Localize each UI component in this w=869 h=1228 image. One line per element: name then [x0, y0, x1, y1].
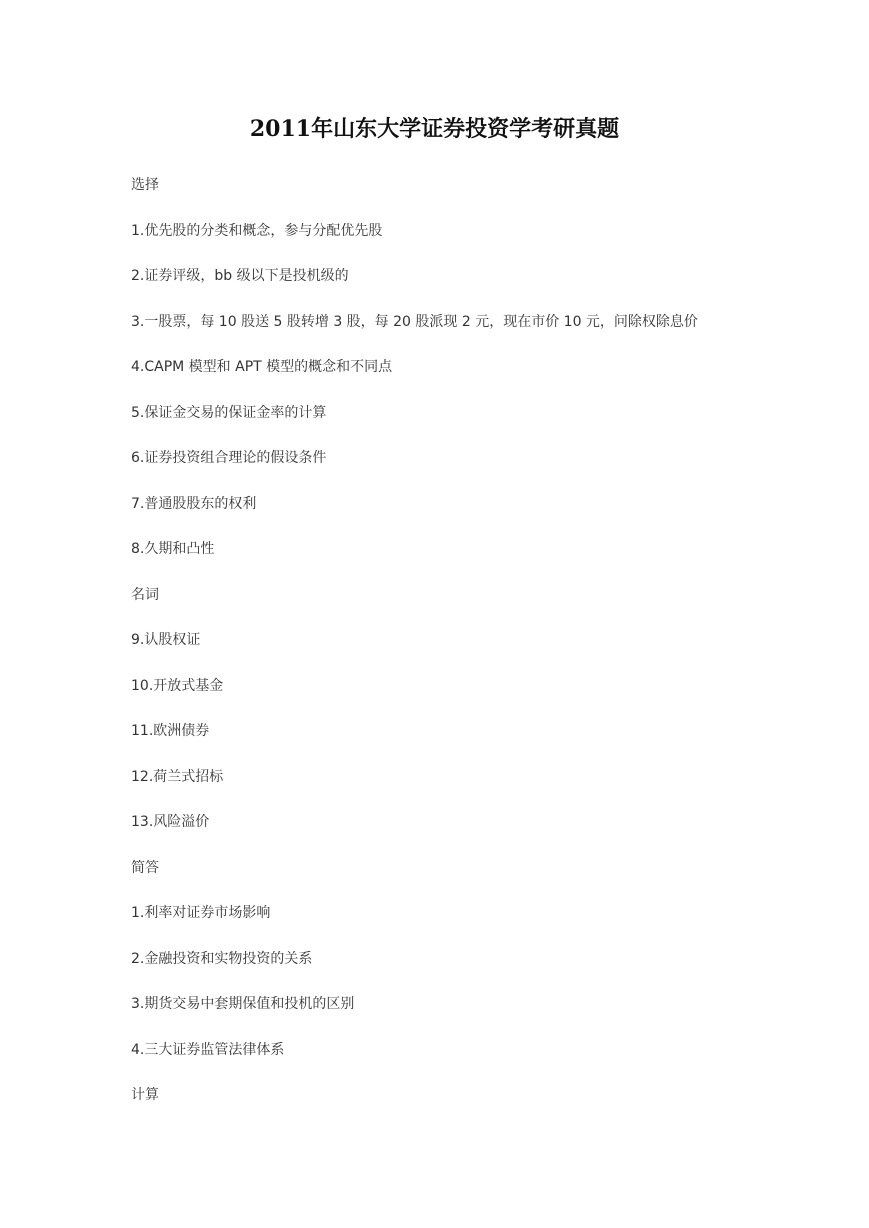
- question-item: 11.欧洲债券: [131, 723, 210, 739]
- question-item: 1.利率对证券市场影响: [131, 905, 271, 921]
- section-heading-short-answer: 简答: [131, 859, 159, 876]
- document-body: [131, 175, 831, 1131]
- question-item: 3.一股票，每 10 股送 5 股转增 3 股，每 20 股派现 2 元，现在市价 10 元，问除权除息价: [131, 313, 698, 330]
- section-heading-terms: 名词: [131, 586, 159, 603]
- question-item: 2.证券评级，bb 级以下是投机级的: [131, 268, 349, 284]
- question-item: 2.金融投资和实物投资的关系: [131, 950, 313, 967]
- question-item: 13.风险溢价: [131, 814, 210, 830]
- question-item: 1.优先股的分类和概念，参与分配优先股: [131, 222, 383, 239]
- question-item: 9.认股权证: [131, 632, 201, 648]
- question-item: 8.久期和凸性: [131, 541, 215, 557]
- question-item: 5.保证金交易的保证金率的计算: [131, 404, 327, 421]
- section-heading-calculation: 计算: [131, 1087, 159, 1103]
- question-item: 6.证券投资组合理论的假设条件: [131, 450, 327, 466]
- document-title: 2011年山东大学证券投资学考研真题: [249, 116, 620, 142]
- question-item: 4.三大证券监管法律体系: [131, 1041, 285, 1058]
- question-item: 10.开放式基金: [131, 677, 224, 694]
- question-item: 4.CAPM 模型和 APT 模型的概念和不同点: [131, 359, 393, 375]
- question-item: 12.荷兰式招标: [131, 768, 224, 785]
- question-item: 7.普通股股东的权利: [131, 495, 257, 512]
- section-heading-choice: 选择: [131, 177, 159, 193]
- question-item: 3.期货交易中套期保值和投机的区别: [131, 996, 355, 1012]
